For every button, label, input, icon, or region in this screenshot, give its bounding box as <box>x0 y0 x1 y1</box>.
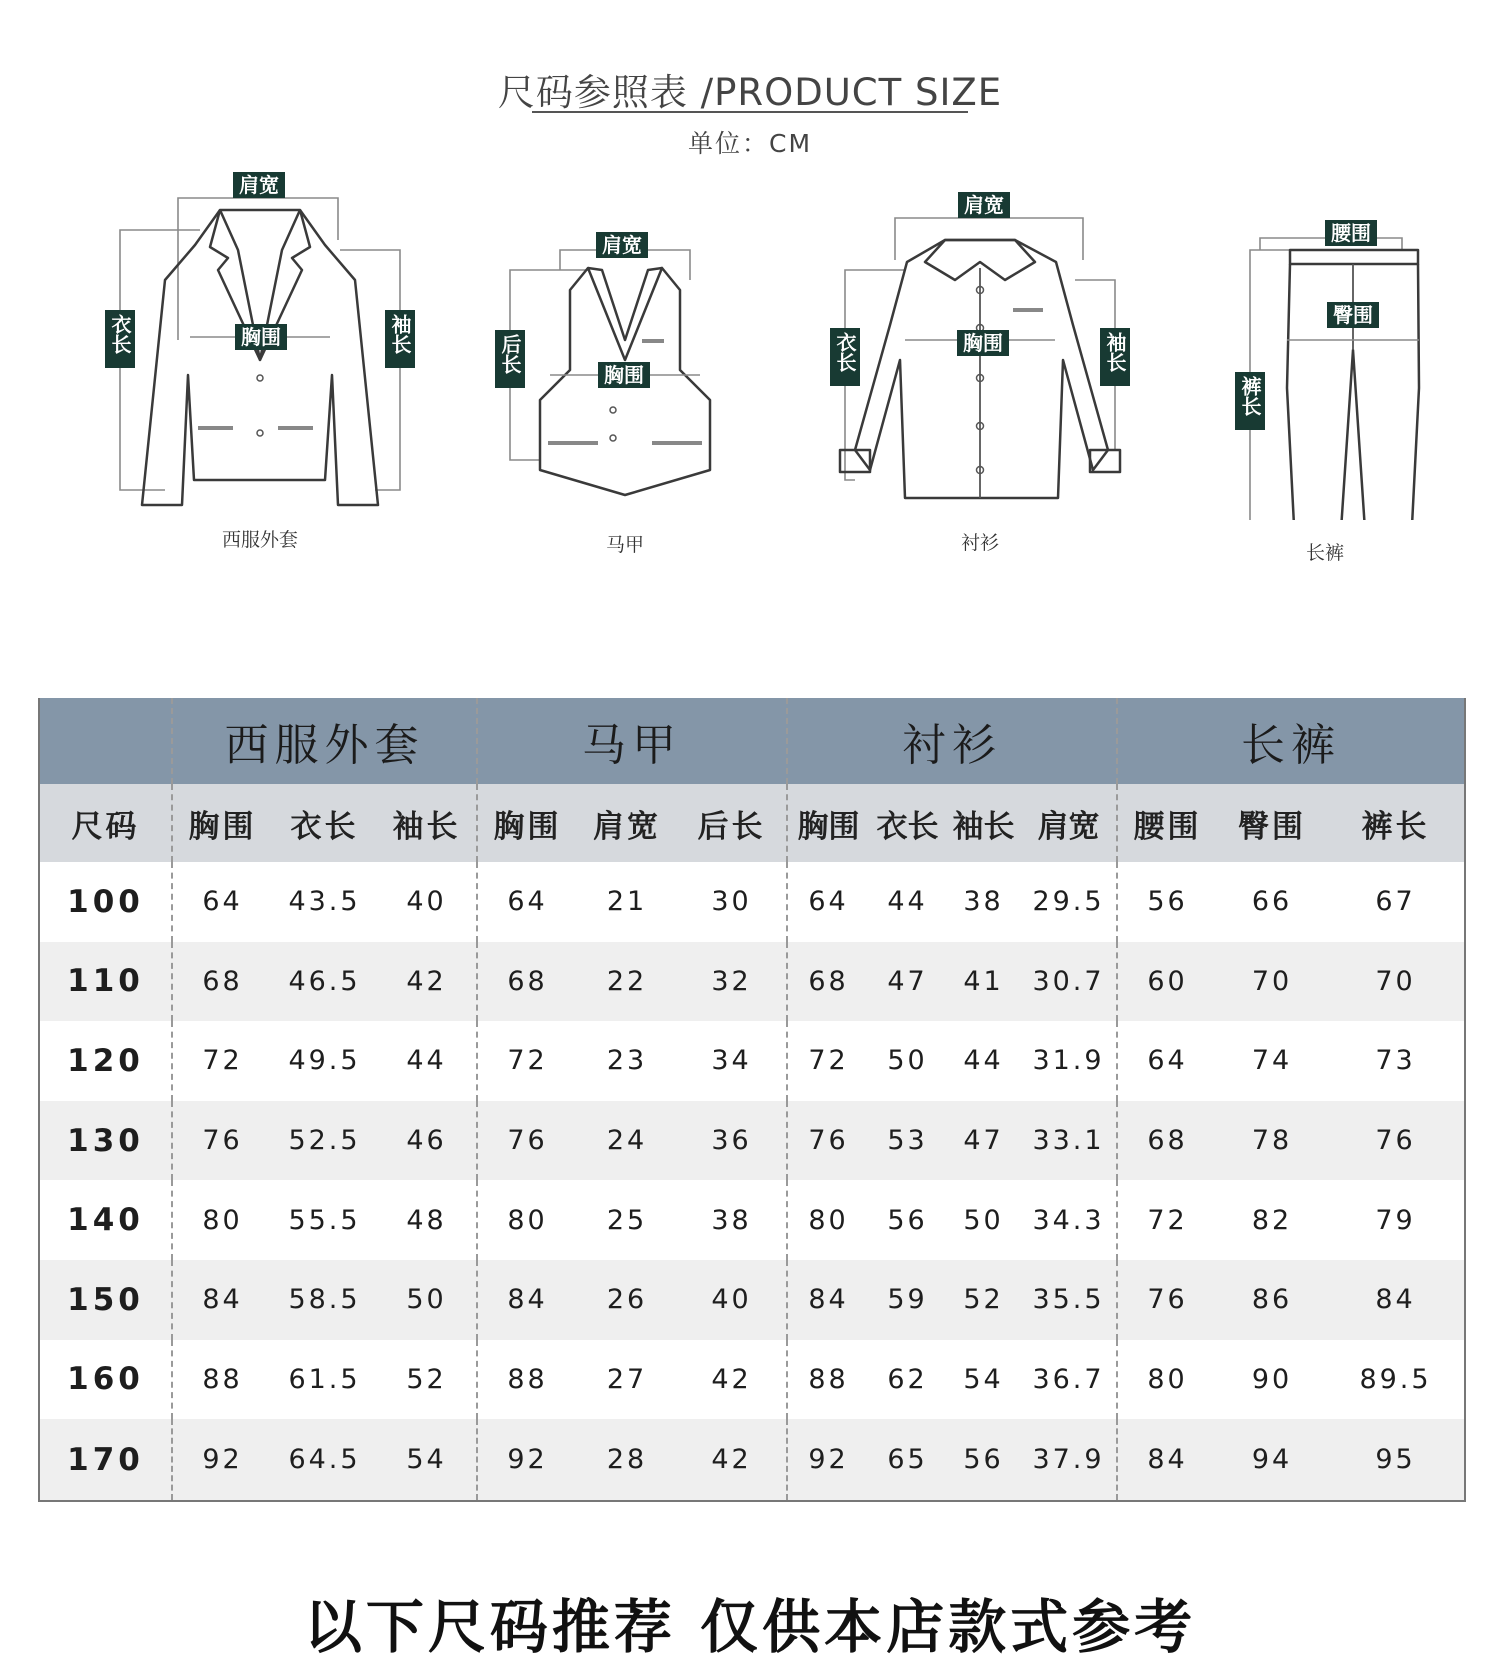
measure-cell: 80 <box>1117 1340 1217 1420</box>
unit-label: 单位：CM <box>687 129 813 158</box>
measure-cell: 86 <box>1217 1260 1327 1340</box>
shirt-icon <box>815 150 1145 510</box>
measure-cell: 76 <box>477 1101 577 1181</box>
measure-cell: 56 <box>1117 862 1217 942</box>
suit-caption: 西服外套 <box>221 529 298 551</box>
table-row <box>39 1021 1465 1101</box>
measure-cell: 36 <box>677 1101 787 1181</box>
measure-cell: 21 <box>577 862 677 942</box>
length-tag <box>830 328 860 386</box>
measure-cell: 84 <box>1117 1419 1217 1501</box>
measure-cell: 84 <box>172 1260 272 1340</box>
table-row <box>39 1101 1465 1181</box>
measure-cell: 72 <box>477 1021 577 1101</box>
size-cell: 150 <box>39 1260 172 1340</box>
column-header: 腰围 <box>1117 784 1217 862</box>
measure-cell: 95 <box>1327 1419 1465 1501</box>
measure-cell: 48 <box>377 1180 477 1260</box>
size-table-body <box>39 862 1465 1501</box>
measure-cell: 31.9 <box>1021 1021 1117 1101</box>
column-header: 胸围 <box>787 784 869 862</box>
measure-cell: 72 <box>787 1021 869 1101</box>
table-row <box>39 1260 1465 1340</box>
measure-cell: 84 <box>1327 1260 1465 1340</box>
group-header-suit: 西服外套 <box>172 698 477 784</box>
measure-cell: 64 <box>477 862 577 942</box>
measure-cell: 90 <box>1217 1340 1327 1420</box>
waist-tag <box>1325 220 1377 246</box>
column-header: 袖长 <box>377 784 477 862</box>
measure-cell: 40 <box>677 1260 787 1340</box>
svg-text:袖长: 袖长 <box>1103 332 1127 372</box>
size-cell: 130 <box>39 1101 172 1181</box>
measure-cell: 42 <box>677 1419 787 1501</box>
shoulder-tag <box>596 232 648 258</box>
measure-cell: 52 <box>946 1260 1021 1340</box>
measure-cell: 72 <box>172 1021 272 1101</box>
table-row <box>39 862 1465 942</box>
measure-cell: 74 <box>1217 1021 1327 1101</box>
measure-cell: 84 <box>477 1260 577 1340</box>
measure-cell: 84 <box>787 1260 869 1340</box>
measure-cell: 54 <box>946 1340 1021 1420</box>
sleeve-tag <box>1100 328 1130 386</box>
measure-cell: 66 <box>1217 862 1327 942</box>
measure-cell: 89.5 <box>1327 1340 1465 1420</box>
length-tag <box>105 310 135 368</box>
measure-cell: 88 <box>477 1340 577 1420</box>
measure-cell: 42 <box>377 942 477 1022</box>
measure-cell: 68 <box>172 942 272 1022</box>
table-row <box>39 1340 1465 1420</box>
measure-cell: 64 <box>172 862 272 942</box>
measure-cell: 64 <box>1117 1021 1217 1101</box>
measure-cell: 27 <box>577 1340 677 1420</box>
measure-cell: 70 <box>1217 942 1327 1022</box>
group-header-vest: 马甲 <box>477 698 787 784</box>
measure-cell: 92 <box>172 1419 272 1501</box>
measure-cell: 68 <box>477 942 577 1022</box>
column-header: 衣长 <box>272 784 377 862</box>
measure-cell: 22 <box>577 942 677 1022</box>
measure-cell: 25 <box>577 1180 677 1260</box>
measure-cell: 56 <box>869 1180 946 1260</box>
measure-cell: 50 <box>377 1260 477 1340</box>
measure-cell: 65 <box>869 1419 946 1501</box>
chest-tag <box>598 362 650 388</box>
measure-cell: 76 <box>1327 1101 1465 1181</box>
size-cell: 170 <box>39 1419 172 1501</box>
measure-cell: 59 <box>869 1260 946 1340</box>
measure-cell: 92 <box>477 1419 577 1501</box>
measure-cell: 54 <box>377 1419 477 1501</box>
page-title: 尺码参照表 /PRODUCT SIZE <box>497 71 1003 114</box>
measure-cell: 29.5 <box>1021 862 1117 942</box>
column-header: 尺码 <box>39 784 172 862</box>
measure-cell: 49.5 <box>272 1021 377 1101</box>
measure-cell: 47 <box>946 1101 1021 1181</box>
shoulder-tag <box>233 172 285 198</box>
column-header: 衣长 <box>869 784 946 862</box>
column-header: 胸围 <box>172 784 272 862</box>
group-header-shirt: 衬衫 <box>787 698 1117 784</box>
measure-cell: 38 <box>946 862 1021 942</box>
measure-cell: 46.5 <box>272 942 377 1022</box>
size-cell: 160 <box>39 1340 172 1420</box>
group-header-blank <box>39 698 172 784</box>
size-cell: 140 <box>39 1180 172 1260</box>
measure-cell: 47 <box>869 942 946 1022</box>
table-row <box>39 1180 1465 1260</box>
measure-cell: 78 <box>1217 1101 1327 1181</box>
svg-text:裤长: 裤长 <box>1238 376 1262 416</box>
svg-text:肩宽: 肩宽 <box>964 193 1004 217</box>
measure-cell: 76 <box>172 1101 272 1181</box>
measure-cell: 62 <box>869 1340 946 1420</box>
suit-jacket-icon <box>70 150 450 510</box>
measure-cell: 43.5 <box>272 862 377 942</box>
measure-cell: 24 <box>577 1101 677 1181</box>
measure-cell: 67 <box>1327 862 1465 942</box>
measure-cell: 82 <box>1217 1180 1327 1260</box>
table-row <box>39 1419 1465 1501</box>
measure-cell: 44 <box>946 1021 1021 1101</box>
svg-text:衣长: 衣长 <box>108 314 132 354</box>
measure-cell: 30 <box>677 862 787 942</box>
column-header: 臀围 <box>1217 784 1327 862</box>
vest-caption: 马甲 <box>605 534 644 556</box>
measure-cell: 50 <box>869 1021 946 1101</box>
footer-note: 以下尺码推荐 仅供本店款式参考 <box>303 1593 1197 1661</box>
measure-cell: 68 <box>787 942 869 1022</box>
measure-cell: 52.5 <box>272 1101 377 1181</box>
measure-cell: 64 <box>787 862 869 942</box>
table-row <box>39 942 1465 1022</box>
pants-length-tag <box>1235 372 1265 430</box>
size-cell: 100 <box>39 862 172 942</box>
svg-text:胸围: 胸围 <box>963 331 1003 355</box>
measure-cell: 60 <box>1117 942 1217 1022</box>
measure-cell: 34 <box>677 1021 787 1101</box>
svg-text:胸围: 胸围 <box>241 325 281 349</box>
measure-cell: 88 <box>787 1340 869 1420</box>
group-header-pants: 长裤 <box>1117 698 1465 784</box>
size-cell: 120 <box>39 1021 172 1101</box>
measure-cell: 38 <box>677 1180 787 1260</box>
measure-cell: 94 <box>1217 1419 1327 1501</box>
measure-cell: 88 <box>172 1340 272 1420</box>
measure-cell: 33.1 <box>1021 1101 1117 1181</box>
measure-cell: 28 <box>577 1419 677 1501</box>
vest-diagram <box>490 150 760 570</box>
pants-diagram <box>1215 150 1435 570</box>
column-header: 裤长 <box>1327 784 1465 862</box>
column-header-row <box>39 784 1465 862</box>
column-header: 后长 <box>677 784 787 862</box>
measure-cell: 36.7 <box>1021 1340 1117 1420</box>
measure-cell: 76 <box>1117 1260 1217 1340</box>
pants-caption: 长裤 <box>1305 542 1344 564</box>
svg-text:袖长: 袖长 <box>388 314 412 354</box>
vest-icon <box>490 150 760 510</box>
column-header: 胸围 <box>477 784 577 862</box>
group-header-row <box>39 698 1465 784</box>
measure-cell: 92 <box>787 1419 869 1501</box>
measure-cell: 70 <box>1327 942 1465 1022</box>
shoulder-tag <box>958 192 1010 218</box>
chest-tag <box>235 324 287 350</box>
measure-cell: 30.7 <box>1021 942 1117 1022</box>
suit-jacket-diagram <box>70 150 450 570</box>
svg-text:臀围: 臀围 <box>1333 303 1373 327</box>
measure-cell: 34.3 <box>1021 1180 1117 1260</box>
column-header: 肩宽 <box>577 784 677 862</box>
svg-text:胸围: 胸围 <box>604 363 644 387</box>
shirt-caption: 衬衫 <box>960 532 999 554</box>
size-cell: 110 <box>39 942 172 1022</box>
measure-cell: 55.5 <box>272 1180 377 1260</box>
measure-cell: 58.5 <box>272 1260 377 1340</box>
measure-cell: 56 <box>946 1419 1021 1501</box>
back-length-tag <box>495 330 525 388</box>
svg-text:后长: 后长 <box>498 334 522 374</box>
measure-cell: 44 <box>869 862 946 942</box>
measure-cell: 50 <box>946 1180 1021 1260</box>
measure-cell: 52 <box>377 1340 477 1420</box>
svg-text:肩宽: 肩宽 <box>239 173 279 197</box>
measure-cell: 72 <box>1117 1180 1217 1260</box>
svg-text:肩宽: 肩宽 <box>602 233 642 257</box>
measure-cell: 68 <box>1117 1101 1217 1181</box>
measure-cell: 44 <box>377 1021 477 1101</box>
measure-cell: 23 <box>577 1021 677 1101</box>
sleeve-tag <box>385 310 415 368</box>
measure-cell: 80 <box>172 1180 272 1260</box>
measure-cell: 41 <box>946 942 1021 1022</box>
measure-cell: 80 <box>787 1180 869 1260</box>
measure-cell: 35.5 <box>1021 1260 1117 1340</box>
measure-cell: 73 <box>1327 1021 1465 1101</box>
measure-cell: 76 <box>787 1101 869 1181</box>
measure-cell: 40 <box>377 862 477 942</box>
chest-tag <box>957 330 1009 356</box>
measure-cell: 53 <box>869 1101 946 1181</box>
measure-cell: 37.9 <box>1021 1419 1117 1501</box>
pants-icon <box>1215 150 1435 520</box>
svg-text:腰围: 腰围 <box>1331 221 1371 245</box>
hip-tag <box>1327 302 1379 328</box>
svg-text:衣长: 衣长 <box>833 332 857 372</box>
measure-cell: 64.5 <box>272 1419 377 1501</box>
size-table <box>38 698 1466 1502</box>
column-header: 袖长 <box>946 784 1021 862</box>
measure-cell: 80 <box>477 1180 577 1260</box>
measure-cell: 42 <box>677 1340 787 1420</box>
shirt-diagram <box>815 150 1145 570</box>
column-header: 肩宽 <box>1021 784 1117 862</box>
measure-cell: 26 <box>577 1260 677 1340</box>
measure-cell: 46 <box>377 1101 477 1181</box>
measure-cell: 79 <box>1327 1180 1465 1260</box>
title-underline <box>532 111 968 113</box>
measure-cell: 32 <box>677 942 787 1022</box>
measure-cell: 61.5 <box>272 1340 377 1420</box>
